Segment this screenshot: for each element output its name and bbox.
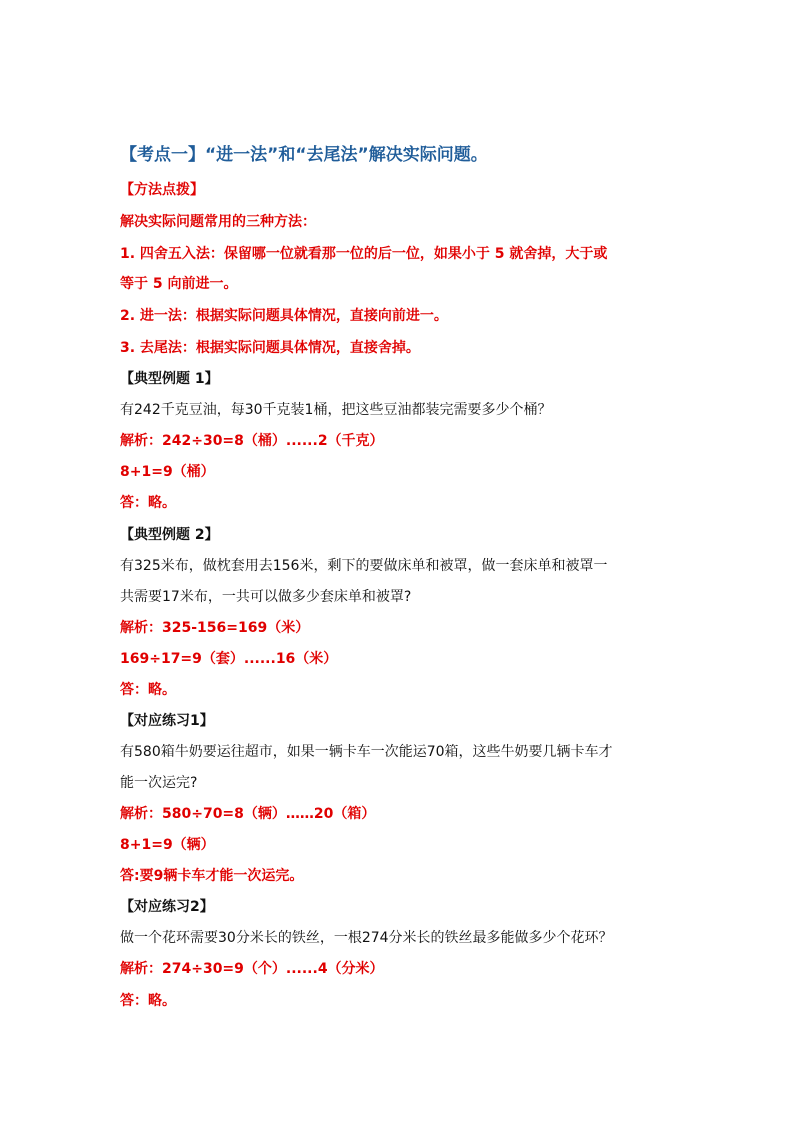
method-item-2: 2. 进一法：根据实际问题具体情况，直接向前进一。 — [120, 308, 448, 324]
practice-2-question: 做一个花环需要30分米长的铁丝，一根274分米长的铁丝最多能做多少个花环？ — [120, 930, 613, 946]
practice-2-answer: 答：略。 — [120, 993, 176, 1009]
method-item-1-line-2: 等于 5 向前进一。 — [120, 276, 238, 292]
practice-1-answer: 答:要9辆卡车才能一次运完。 — [120, 868, 304, 884]
practice-1-question-line-2: 能一次运完? — [120, 775, 198, 791]
practice-1-analysis: 解析：580÷70=8（辆）……20（箱） — [120, 806, 376, 822]
section-title: 【考点一】“进一法”和“去尾法”解决实际问题。 — [120, 145, 488, 165]
practice-1-question-line-1: 有580箱牛奶要运往超市，如果一辆卡车一次能运70箱，这些牛奶要几辆卡车才 — [120, 744, 613, 760]
method-heading: 【方法点拨】 — [120, 182, 204, 198]
example-2-analysis: 解析：325-156=169（米） — [120, 620, 310, 636]
example-1-step-2: 8+1=9（桶） — [120, 464, 215, 480]
example-2-answer: 答：略。 — [120, 682, 176, 698]
method-item-1-line-1: 1. 四舍五入法：保留哪一位就看那一位的后一位，如果小于 5 就舍掉，大于或 — [120, 246, 608, 262]
example-2-step-2: 169÷17=9（套）......16（米） — [120, 651, 338, 667]
practice-2-heading: 【对应练习2】 — [120, 899, 214, 915]
method-item-3: 3. 去尾法：根据实际问题具体情况，直接舍掉。 — [120, 340, 420, 356]
example-1-answer: 答：略。 — [120, 495, 176, 511]
example-2-question-line-1: 有325米布，做枕套用去156米，剩下的要做床单和被罩，做一套床单和被罩一 — [120, 558, 608, 574]
example-1-question: 有242千克豆油，每30千克装1桶，把这些豆油都装完需要多少个桶？ — [120, 402, 552, 418]
example-2-heading: 【典型例题 2】 — [120, 527, 219, 543]
example-2-question-line-2: 共需要17米布，一共可以做多少套床单和被罩? — [120, 589, 412, 605]
example-1-heading: 【典型例题 1】 — [120, 371, 219, 387]
practice-1-heading: 【对应练习1】 — [120, 713, 214, 729]
method-intro: 解决实际问题常用的三种方法： — [120, 214, 316, 230]
practice-2-analysis: 解析：274÷30=9（个）......4（分米） — [120, 961, 384, 977]
practice-1-step-2: 8+1=9（辆） — [120, 837, 215, 853]
example-1-analysis: 解析：242÷30=8（桶）......2（千克） — [120, 433, 384, 449]
